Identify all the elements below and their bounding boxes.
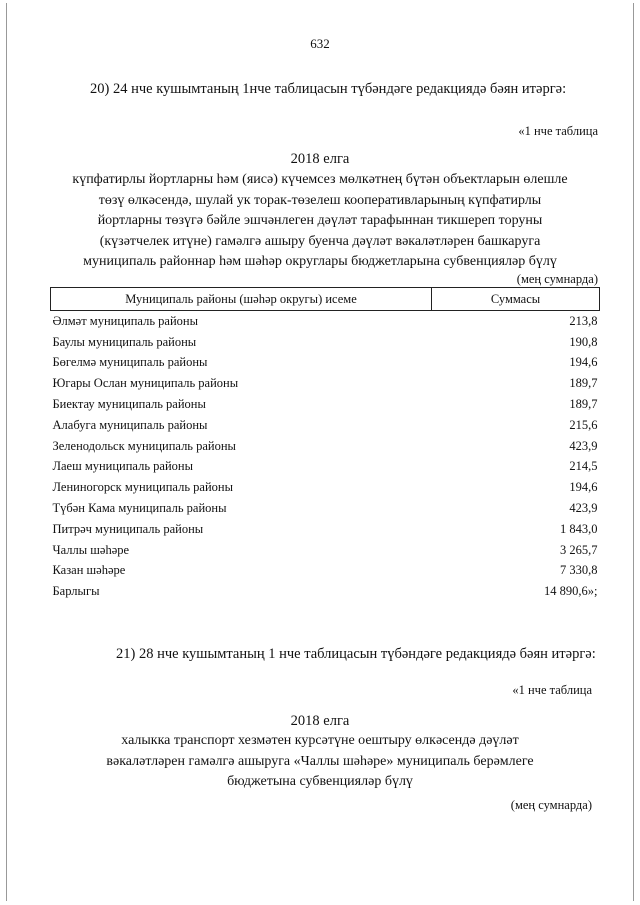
district-sum: 189,7	[569, 397, 598, 412]
table-row	[51, 540, 600, 561]
district-sum: 1 843,0	[560, 521, 598, 536]
heading-line: йортларны төзүгә бәйле эшчәнлеген дәүләт тарафыннан тикшереп торуны	[97, 213, 543, 228]
table-row	[51, 353, 600, 374]
district-sum: 189,7	[569, 376, 598, 391]
table-row	[51, 436, 600, 457]
column-header-name: Муниципаль районы (шәһәр округы) исеме	[51, 288, 432, 311]
table-row	[51, 457, 600, 478]
table-row	[51, 394, 600, 415]
district-sum: 194,6	[569, 355, 598, 370]
subvention-table	[50, 287, 600, 602]
district-sum: 423,9	[569, 438, 598, 453]
district-name: Баулы муниципаль районы	[52, 334, 197, 349]
district-sum: 215,6	[569, 417, 598, 432]
heading-line: халыкка транспорт хезмәтен курсәтүне оештыру өлкәсендә дәүләт	[121, 733, 519, 748]
district-sum: 3 265,7	[560, 542, 598, 557]
table-row	[51, 561, 600, 582]
heading-line: бюджетына субвенцияләр бүлү	[227, 774, 413, 789]
section-21-year: 2018 елга	[290, 713, 350, 729]
section-21-units: (мең сумнарда)	[510, 798, 592, 812]
table-row	[51, 498, 600, 519]
table-row	[51, 519, 600, 540]
district-name: Биектау муниципаль районы	[52, 397, 206, 412]
district-name: Әлмәт муниципаль районы	[52, 313, 198, 328]
page-number: 632	[310, 36, 330, 51]
total-sum: 14 890,6»;	[544, 584, 598, 599]
section-21-instruction: 21) 28 нче кушымтаның 1 нче таблицасын түбәндәге редакциядә бәян итәргә:	[116, 646, 596, 662]
district-sum: 214,5	[569, 459, 598, 474]
district-sum: 190,8	[569, 334, 598, 349]
heading-line: төзү өлкәсендә, шулай ук торак-төзелеш кооперативларының күпфатирлы	[98, 192, 542, 208]
district-name: Казан шәһәре	[52, 563, 126, 578]
district-name: Лаеш муниципаль районы	[52, 459, 193, 474]
district-name: Алабуга муниципаль районы	[52, 417, 208, 432]
district-name: Чаллы шәһәре	[52, 542, 130, 557]
section-20-heading	[40, 170, 600, 273]
heading-line: муниципаль районнар һәм шәһәр округлары бюджетларына субвенцияләр бүлү	[83, 254, 557, 269]
district-name: Зеленодольск муниципаль районы	[52, 438, 236, 453]
district-sum: 213,8	[569, 313, 598, 328]
district-name: Лениногорск муниципаль районы	[52, 480, 233, 495]
heading-line: (күзәтчелек итүне) гамәлгә ашыру буенча дәүләт вәкаләтләрен башкаруга	[99, 233, 541, 249]
heading-line: күпфатирлы йортларны һәм (яисә) күчемсез мөлкәтнең бүтән объектларын өлешле	[72, 172, 568, 187]
district-sum: 7 330,8	[560, 563, 598, 578]
district-name: Түбән Кама муниципаль районы	[52, 501, 227, 516]
table-total-row	[51, 581, 600, 602]
section-21-heading	[40, 731, 600, 793]
district-name: Бөгелмә муниципаль районы	[52, 355, 208, 370]
table-header-row	[51, 288, 600, 311]
heading-line: вәкаләтләрен гамәлгә ашыруга «Чаллы шәһәре» муниципаль берәмлеге	[106, 753, 534, 769]
section-21-table-ref: «1 нче таблица	[512, 683, 592, 697]
district-sum: 423,9	[569, 501, 598, 516]
section-20-units: (мең сумнарда)	[516, 272, 598, 286]
section-20-year: 2018 елга	[290, 151, 350, 167]
district-sum: 194,6	[569, 480, 598, 495]
table-row	[51, 332, 600, 353]
table-row	[51, 415, 600, 436]
total-label: Барлыгы	[52, 584, 100, 599]
section-20-table-ref: «1 нче таблица	[518, 124, 598, 138]
table-row	[51, 373, 600, 394]
district-name: Югары Ослан муниципаль районы	[52, 376, 239, 391]
column-header-sum: Суммасы	[432, 288, 600, 311]
district-name: Питрәч муниципаль районы	[52, 521, 204, 536]
table-row	[51, 311, 600, 332]
table-row	[51, 477, 600, 498]
section-20-instruction: 20) 24 нче кушымтаның 1нче таблицасын түбәндәге редакциядә бәян итәргә:	[90, 81, 567, 97]
